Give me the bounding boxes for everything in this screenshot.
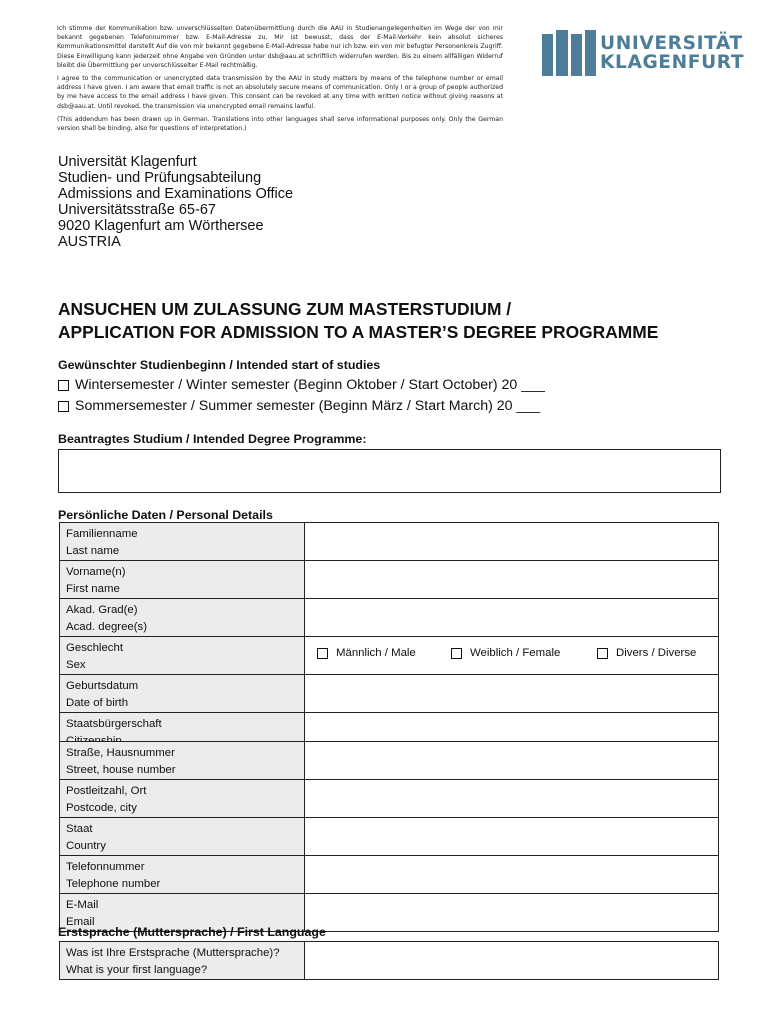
street-field[interactable] (305, 742, 719, 780)
postcode-city-field[interactable] (305, 780, 719, 818)
personal-details-table (59, 522, 719, 751)
address-line: 9020 Klagenfurt am Wörthersee (58, 218, 264, 234)
table-row (60, 942, 719, 980)
degree-programme-field[interactable] (58, 449, 721, 493)
table-row (60, 818, 719, 856)
first-language-field[interactable] (305, 942, 719, 980)
first-language-label: Was ist Ihre Erstsprache (Muttersprache)? What is your first language? (60, 942, 305, 980)
address-line: Admissions and Examinations Office (58, 186, 294, 202)
postcode-city-label: Postleitzahl, Ort Postcode, city (60, 780, 305, 818)
form-title-line-2: APPLICATION FOR ADMISSION TO A MASTER’S DEGREE PROGRAMME (58, 322, 659, 342)
female-checkbox[interactable] (451, 648, 462, 659)
table-row (60, 637, 719, 675)
email-label: E-Mail Email (60, 894, 305, 932)
diverse-label: Divers / Diverse (616, 647, 697, 659)
address-line: Studien- und Prüfungsabteilung (58, 170, 262, 186)
table-row (60, 561, 719, 599)
consent-addendum: (This addendum has been drawn up in German. Translations into other languages shall serve informational purposes only. Only the German version shall be binding, also for questions of interpretation.) (57, 115, 503, 133)
sex-option-diverse[interactable] (597, 647, 696, 659)
address-line: Universitätsstraße 65-67 (58, 202, 216, 218)
telephone-label: Telefonnummer Telephone number (60, 856, 305, 894)
university-logo-mark-icon (542, 30, 596, 76)
logo-line-2: KLAGENFURT (600, 52, 745, 73)
table-row (60, 599, 719, 637)
first-name-label: Vorname(n) First name (60, 561, 305, 599)
table-row (60, 780, 719, 818)
sex-label: Geschlecht Sex (60, 637, 305, 675)
diverse-checkbox[interactable] (597, 648, 608, 659)
date-of-birth-field[interactable] (305, 675, 719, 713)
consent-text-german: Ich stimme der Kommunikation bzw. unverschlüsselten Datenübermittlung durch die AAU in Studienangelegenheiten im Wege der von mir bekannt gegebenen Telefonnummer bzw. E-Mail-Adresse zu. Mir ist bewusst, dass der E-Mail-Verkehr kein absolut sicheres Kommunikationsmittel darstellt Auf die von mir bekannt gegebene E-Mail-Adresse habe nur ich bzw. ein von mir befugter Personenkreis Zugriff. Diese Einwilligung kann jederzeit ohne Angabe von Gründen unter dsb@aau.at schriftlich widerrufen werden. Bis zu einem allfälligen Widerruf bleibt die Übermittlung per unverschlüsselter E-Mail rechtmäßig. (57, 25, 503, 69)
logo-line-1: UNIVERSITÄT (600, 33, 743, 54)
winter-semester-checkbox[interactable] (58, 380, 69, 391)
consent-notice (57, 24, 503, 137)
academic-degree-label: Akad. Grad(e) Acad. degree(s) (60, 599, 305, 637)
contact-details-table (59, 741, 719, 932)
female-label: Weiblich / Female (470, 647, 561, 659)
first-language-table (59, 941, 719, 980)
summer-semester-checkbox[interactable] (58, 401, 69, 412)
personal-details-heading: Persönliche Daten / Personal Details (58, 508, 273, 522)
university-logo (542, 27, 745, 79)
last-name-field[interactable] (305, 523, 719, 561)
winter-semester-option[interactable] (58, 377, 545, 393)
sex-options (305, 637, 719, 675)
form-title (58, 298, 658, 344)
consent-text-english: I agree to the communication or unencrypted data transmission by the AAU in study matters by means of the telephone number or email address I have given. I am aware that email traffic is not an absolutely secure means of communication. Only I or a group of people authorized by me have access to the email address I have given. This consent can be revoked at any time with written notice without giving reasons at dsb@aau.at. Until revoked, the transmission via unencrypted email remains lawful. (57, 75, 503, 110)
academic-degree-field[interactable] (305, 599, 719, 637)
recipient-address (58, 154, 293, 250)
telephone-field[interactable] (305, 856, 719, 894)
table-row (60, 523, 719, 561)
degree-programme-heading: Beantragtes Studium / Intended Degree Programme: (58, 432, 367, 446)
date-of-birth-label: Geburtsdatum Date of birth (60, 675, 305, 713)
table-row (60, 675, 719, 713)
first-language-heading: Erstsprache (Muttersprache) / First Language (58, 925, 326, 939)
address-line: AUSTRIA (58, 234, 121, 250)
country-label: Staat Country (60, 818, 305, 856)
summer-semester-label: Sommersemester / Summer semester (Beginn März / Start March) 20 ___ (75, 398, 541, 414)
table-row (60, 856, 719, 894)
last-name-label: Familienname Last name (60, 523, 305, 561)
street-label: Straße, Hausnummer Street, house number (60, 742, 305, 780)
male-label: Männlich / Male (336, 647, 416, 659)
table-row (60, 742, 719, 780)
summer-semester-option[interactable] (58, 398, 540, 414)
university-logo-text (600, 34, 744, 72)
form-title-line-1: ANSUCHEN UM ZULASSUNG ZUM MASTERSTUDIUM / (58, 299, 512, 319)
address-line: Universität Klagenfurt (58, 154, 197, 170)
first-name-field[interactable] (305, 561, 719, 599)
country-field[interactable] (305, 818, 719, 856)
winter-semester-label: Wintersemester / Winter semester (Beginn Oktober / Start October) 20 ___ (75, 377, 545, 393)
start-of-studies-heading: Gewünschter Studienbeginn / Intended start of studies (58, 358, 381, 372)
citizenship-label: Staatsbürgerschaft (60, 713, 305, 751)
male-checkbox[interactable] (317, 648, 328, 659)
sex-option-male[interactable] (317, 647, 451, 659)
email-field[interactable] (305, 894, 719, 932)
sex-option-female[interactable] (451, 647, 597, 659)
